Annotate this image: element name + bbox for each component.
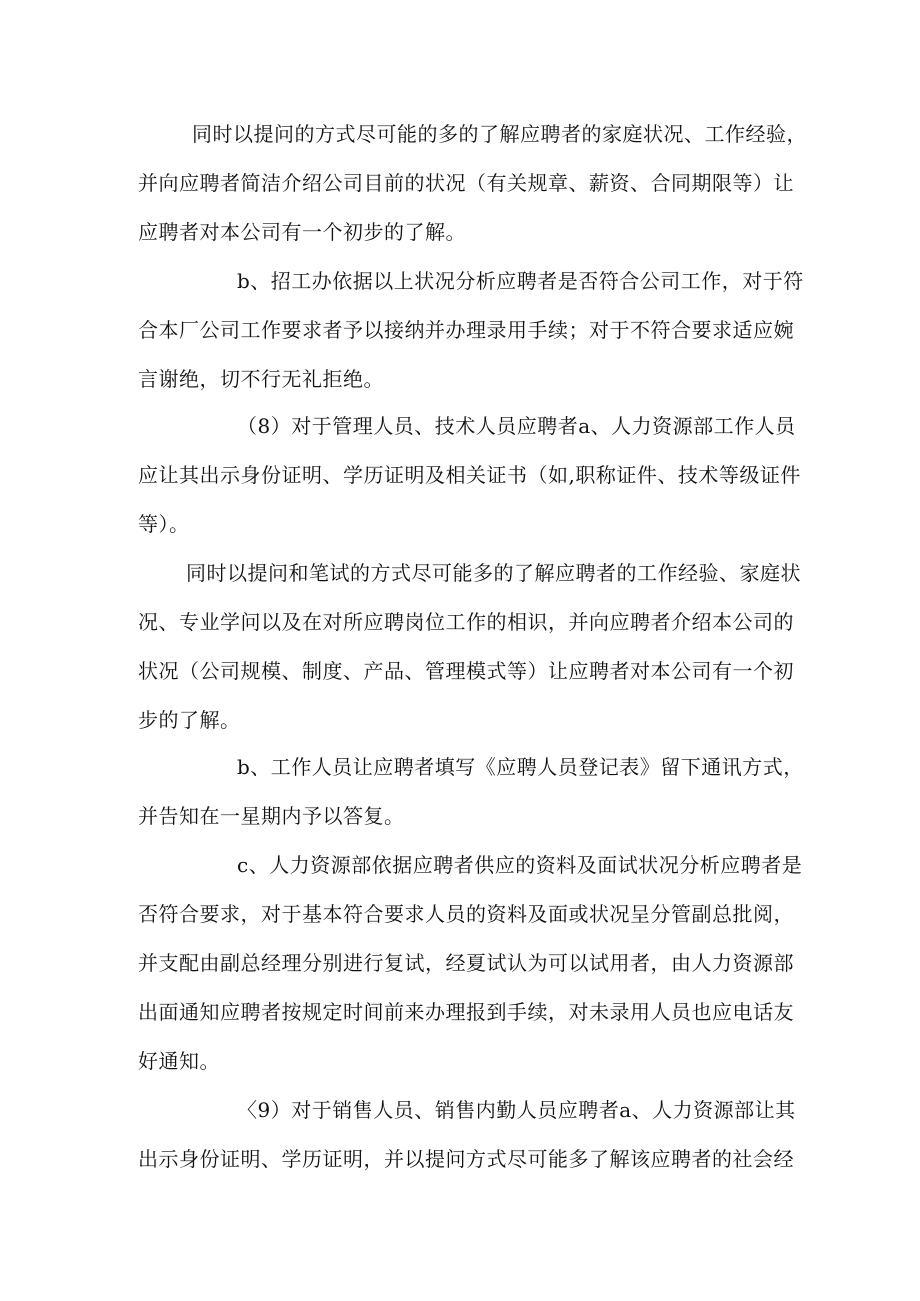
paragraph-line: 出示身份证明、学历证明，并以提问方式尽可能多了解该应聘者的社会经: [138, 1147, 794, 1171]
paragraph-line: 等）。: [138, 512, 190, 536]
paragraph-line: 〈9）对于销售人员、销售内勤人员应聘者a、人力资源部让其: [237, 1098, 796, 1122]
paragraph-line: 言谢绝，切不行无礼拒绝。: [138, 367, 384, 391]
paragraph-line: 合本厂公司工作要求者予以接纳并办理录用手续；对于不符合要求适应婉: [138, 318, 794, 342]
paragraph-line: 同时以提问的方式尽可能的多的了解应聘者的家庭状况、工作经验，: [192, 122, 807, 146]
paragraph-line: b、招工办依据以上状况分析应聘者是否符合公司工作，对于符: [237, 269, 804, 293]
paragraph-line: 并告知在一星期内予以答复。: [138, 804, 405, 828]
paragraph-line: 并向应聘者简洁介绍公司目前的状况（有关规章、薪资、合同期限等）让: [138, 171, 794, 195]
paragraph-line: 同时以提问和笔试的方式尽可能多的了解应聘者的工作经验、家庭状: [186, 561, 801, 585]
paragraph-line: 否符合要求，对于基本符合要求人员的资料及面或状况呈分管副总批阅，: [138, 902, 794, 926]
paragraph-line: 状况（公司规模、制度、产品、管理模式等）让应聘者对本公司有一个初: [138, 659, 794, 683]
paragraph-line: 应聘者对本公司有一个初步的了解。: [138, 220, 466, 244]
paragraph-line: 好通知。: [138, 1049, 220, 1073]
paragraph-line: c、人力资源部依据应聘者供应的资料及面试状况分析应聘者是: [237, 853, 803, 877]
paragraph-line: 并支配由副总经理分别进行复试，经夏试认为可以试用者，由人力资源部: [138, 951, 794, 975]
paragraph-line: （8）对于管理人员、技术人员应聘者a、人力资源部工作人员: [237, 414, 796, 438]
paragraph-line: 应让其出示身份证明、学历证明及相关证书（如,职称证件、技术等级证件: [138, 463, 801, 487]
paragraph-line: 出面通知应聘者按规定时间前来办理报到手续，对未录用人员也应电话友: [138, 1000, 794, 1024]
paragraph-line: 况、专业学问以及在对所应聘岗位工作的相识，并向应聘者介绍本公司的: [138, 610, 794, 634]
paragraph-line: b、工作人员让应聘者填写《应聘人员登记表》留下通讯方式，: [237, 755, 804, 779]
paragraph-line: 步的了解。: [138, 708, 241, 732]
